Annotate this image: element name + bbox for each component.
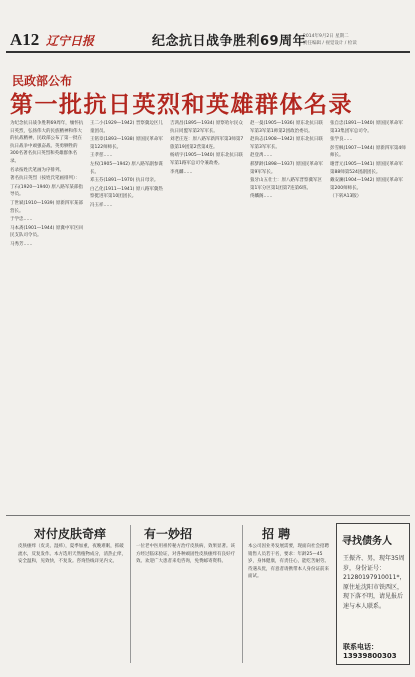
- paragraph: 于学忠……: [10, 217, 33, 223]
- paragraph: 刘老庄连：原八路军新四军第3师第7旅第19团第2营第4连。: [170, 137, 244, 150]
- paragraph: 狼牙山五壮士：原八路军晋察冀军区第1军分区第1团第7连第6班。: [250, 178, 322, 191]
- article-column-3: [170, 120, 246, 480]
- debt-notice: [336, 523, 410, 665]
- paragraph: 张学良……: [330, 137, 353, 143]
- paragraph: 赵尚志(1908—1942) 原东北抗日联军第3军军长。: [250, 137, 323, 150]
- page-number: A12: [10, 30, 40, 49]
- ad-body: 一位老中医用祖传秘方治疗皮肤病，效果显著。该方经过临床验证，对各种顽固性皮肤瘙痒有良好疗效。欢迎广大患者来电咨询，免费邮寄资料。: [136, 544, 235, 565]
- ad-body: 本公司因业务发展需要，现面向社会招聘销售人员若干名，要求：年龄25—45岁，身体健康，有责任心，能吃苦耐劳。待遇从优，有意者请携带本人身份证前来面试。: [248, 544, 329, 580]
- paragraph: 丁石(1920—1940) 原八路军某部指导员。: [10, 184, 83, 198]
- phone-label: 联系电话：: [343, 643, 378, 651]
- paragraph: 名录按姓氏笔画为序排列。: [10, 167, 64, 173]
- paragraph: 彭雪枫(1907—1944) 原新四军第4师师长。: [330, 145, 406, 159]
- ad-title: 招 聘: [262, 527, 291, 541]
- paragraph: 张自忠(1891—1940) 原国民革命军第33集团军总司令。: [330, 121, 403, 134]
- paragraph: 左权(1905—1942) 原八路军副参谋长。: [90, 161, 163, 175]
- article-column-4: [250, 120, 326, 480]
- article-body: [10, 120, 406, 480]
- phone-number: 13939800303: [343, 652, 397, 660]
- section-divider: [6, 515, 410, 516]
- notice-body: 王振齐、男，现年35周岁，身份证号：21280197910011*，原住址沈阳市铁西区，现下落不明，请见报后速与本人联系。: [343, 555, 406, 610]
- column-divider: [242, 525, 243, 663]
- paragraph: 邓玉芬(1891—1970) 抗日母亲。: [90, 178, 159, 184]
- ads-section: [6, 515, 410, 670]
- editor-line: 责任编辑 / 视觉设计 / 检读: [303, 41, 357, 46]
- section-banner: 纪念抗日战争胜利69周年: [152, 34, 307, 49]
- column-divider: [130, 525, 131, 663]
- ad-body: 皮肤瘙痒（皮炎、湿疹），夏季加重，夜晚难眠，抓破流水，反复发作。本方选用天然植物成分，清热止痒，安全温和，见效快，不复发。咨询热线详见内文。: [18, 544, 126, 565]
- paragraph: 李兆麟……: [170, 169, 193, 175]
- ad-title: 对付皮肤奇痒: [34, 527, 107, 541]
- paragraph: 丁世斌(1910—1939) 原新四军某部营长。: [10, 200, 83, 214]
- paragraph: 马秀芳……: [10, 241, 33, 247]
- newspaper-logo: 辽宁日报: [46, 34, 95, 48]
- paragraph: 赵一曼(1905—1936) 原东北抗日联军第3军第1师第2团政治委员。: [250, 121, 323, 134]
- paragraph: 杨靖宇(1905—1940) 原东北抗日联军第1路军总司令兼政委。: [170, 153, 243, 166]
- paragraph: 冯玉祥……: [90, 202, 113, 208]
- kicker: 民政部公布: [12, 74, 73, 88]
- notice-phone: [343, 642, 397, 660]
- paragraph: 佟麟阁……: [250, 194, 273, 200]
- paragraph: 为纪念抗日战争胜利69周年，缅怀抗日英烈，弘扬伟大的民族精神和伟大的抗战精神，民政部公布了第一批在抗日战争中顽强奋战、英勇牺牲的300名著名抗日英烈和英雄群体名录。: [10, 121, 84, 164]
- paragraph: （下转A13版）: [330, 194, 362, 200]
- notice-title: 寻找债务人: [342, 536, 392, 547]
- page-header: [0, 0, 415, 58]
- article-column-1: [10, 120, 86, 480]
- article-column-5: [330, 120, 406, 480]
- paragraph: 白乙化(1911—1941) 原八路军冀热察挺进军第10团团长。: [90, 186, 163, 200]
- paragraph: 著名抗日英烈（按姓氏笔画排列）：: [10, 176, 80, 182]
- paragraph: 戴安澜(1904—1942) 原国民革命军第200师师长。: [330, 178, 403, 191]
- paragraph: 马本斋(1901—1944) 原冀中军区回民支队司令员。: [10, 225, 83, 239]
- headline: 第一批抗日英烈和英雄群体名录: [10, 92, 353, 118]
- paragraph: 郝梦龄(1898—1937) 原国民革命军第9军军长。: [250, 161, 323, 175]
- header-rule: [6, 51, 410, 53]
- issue-date: 2014年9月2日 星期二: [303, 34, 349, 39]
- paragraph: 王铭章(1893—1938) 原国民革命军第122师师长。: [90, 137, 163, 150]
- paragraph: 谢晋元(1905—1941) 原国民革命军第88师第524团副团长。: [330, 161, 403, 175]
- article-column-2: [90, 120, 166, 480]
- header-meta: [303, 33, 413, 47]
- paragraph: 王孝慈……: [90, 153, 113, 159]
- paragraph: 赵登禹……: [250, 153, 273, 159]
- paragraph: 王二小(1929—1942) 晋察冀边区儿童团员。: [90, 121, 163, 134]
- paragraph: 吉鸿昌(1895—1934) 原察哈尔民众抗日同盟军第2军军长。: [170, 121, 243, 134]
- ad-title: 有一妙招: [144, 527, 193, 541]
